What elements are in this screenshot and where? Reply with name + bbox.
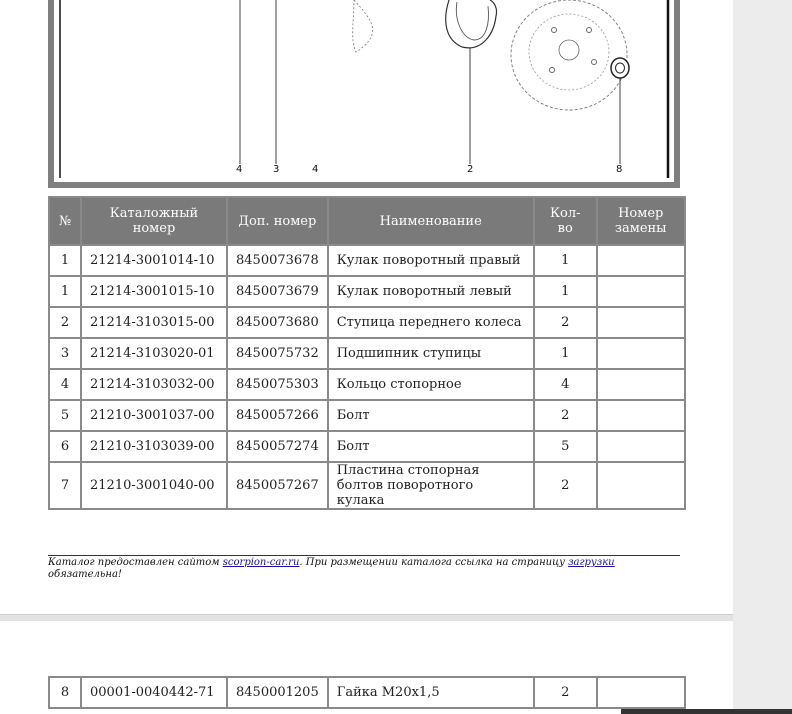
row-name: Пластина стопорная болтов поворотного кулака [328, 462, 534, 509]
credit-prefix: Каталог предоставлен сайтом [48, 557, 223, 568]
diagram-canvas [54, 0, 674, 182]
row-quantity: 1 [534, 245, 597, 276]
row-extra-number: 8450075303 [227, 369, 328, 400]
table-row [49, 369, 685, 400]
row-quantity: 2 [534, 462, 597, 509]
row-num: 5 [49, 400, 81, 431]
row-name: Подшипник ступицы [328, 338, 534, 369]
row-extra-number: 8450073680 [227, 307, 328, 338]
table-row [49, 431, 685, 462]
row-name: Кулак поворотный правый [328, 245, 534, 276]
credit-suffix: обязательна! [48, 569, 122, 580]
row-extra-number: 8450057274 [227, 431, 328, 462]
parts-diagram [48, 0, 680, 188]
row-num: 8 [49, 677, 81, 708]
row-name: Ступица переднего колеса [328, 307, 534, 338]
row-replacement-number [597, 307, 685, 338]
row-replacement-number [597, 338, 685, 369]
row-catalog-number: 21210-3001037-00 [81, 400, 227, 431]
row-catalog-number: 21210-3001040-00 [81, 462, 227, 509]
table-row [49, 338, 685, 369]
right-gutter [733, 0, 792, 714]
row-quantity: 4 [534, 369, 597, 400]
row-name: Кольцо стопорное [328, 369, 534, 400]
row-num: 6 [49, 431, 81, 462]
site-link[interactable]: scorpion-car.ru [222, 557, 300, 568]
footer-divider [48, 555, 680, 556]
row-catalog-number: 21210-3103039-00 [81, 431, 227, 462]
header-num: № [49, 197, 81, 245]
row-quantity: 1 [534, 338, 597, 369]
row-catalog-number: 21214-3103020-01 [81, 338, 227, 369]
row-quantity: 2 [534, 677, 597, 708]
credit-middle: . При размещении каталога ссылка на страницу [299, 557, 569, 568]
row-catalog-number: 21214-3103015-00 [81, 307, 227, 338]
parts-table [48, 196, 686, 510]
row-replacement-number [597, 400, 685, 431]
row-extra-number: 8450073679 [227, 276, 328, 307]
catalog-credit-note [48, 557, 688, 581]
table-row [49, 245, 685, 276]
row-name: Кулак поворотный левый [328, 276, 534, 307]
row-replacement-number [597, 245, 685, 276]
row-quantity: 1 [534, 276, 597, 307]
table-row [49, 462, 685, 509]
callout-4-right: 4 [312, 164, 319, 175]
row-name: Болт [328, 400, 534, 431]
table-row [49, 400, 685, 431]
table-row [49, 276, 685, 307]
row-extra-number: 8450073678 [227, 245, 328, 276]
header-catalog-number: Каталожный номер [81, 197, 227, 245]
row-replacement-number [597, 677, 685, 708]
row-catalog-number: 21214-3001015-10 [81, 276, 227, 307]
row-num: 7 [49, 462, 81, 509]
row-name: Болт [328, 431, 534, 462]
table-header-row [49, 197, 685, 245]
callout-3: 3 [273, 164, 280, 175]
bottom-toolbar-edge [621, 709, 792, 714]
hub-assembly-drawing [54, 0, 674, 182]
row-catalog-number: 21214-3103032-00 [81, 369, 227, 400]
row-extra-number: 8450057266 [227, 400, 328, 431]
row-replacement-number [597, 276, 685, 307]
callout-2: 2 [467, 164, 474, 175]
row-quantity: 5 [534, 431, 597, 462]
row-num: 2 [49, 307, 81, 338]
row-replacement-number [597, 369, 685, 400]
row-num: 3 [49, 338, 81, 369]
row-replacement-number [597, 462, 685, 509]
table-row [49, 307, 685, 338]
row-catalog-number: 00001-0040442-71 [81, 677, 227, 708]
header-replacement-number: Номер замены [597, 197, 685, 245]
download-link[interactable]: загрузки [568, 557, 615, 568]
header-extra-number: Доп. номер [227, 197, 328, 245]
row-extra-number: 8450057267 [227, 462, 328, 509]
header-quantity: Кол-во [534, 197, 597, 245]
row-replacement-number [597, 431, 685, 462]
row-quantity: 2 [534, 400, 597, 431]
row-extra-number: 8450001205 [227, 677, 328, 708]
callout-4-left: 4 [236, 164, 243, 175]
row-num: 1 [49, 276, 81, 307]
row-num: 1 [49, 245, 81, 276]
callout-8: 8 [616, 164, 623, 175]
row-num: 4 [49, 369, 81, 400]
header-name: Наименование [328, 197, 534, 245]
row-name: Гайка М20х1,5 [328, 677, 534, 708]
row-catalog-number: 21214-3001014-10 [81, 245, 227, 276]
row-extra-number: 8450075732 [227, 338, 328, 369]
parts-table-continued [48, 676, 686, 709]
page-break [0, 614, 733, 621]
row-quantity: 2 [534, 307, 597, 338]
table-row [49, 677, 685, 708]
